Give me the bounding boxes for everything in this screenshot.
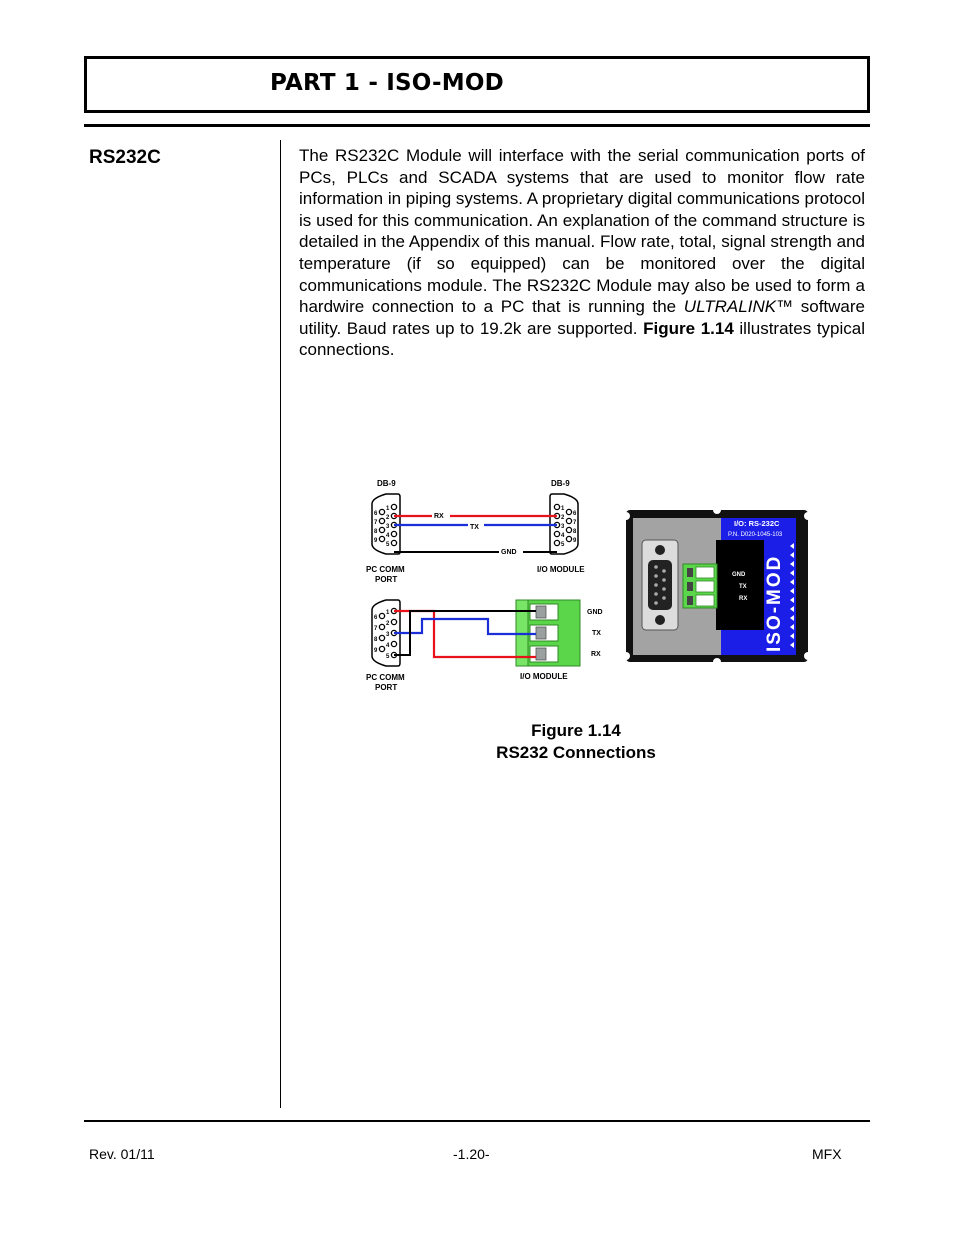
terminal-rx-label: RX: [591, 651, 601, 658]
db9-label-right: DB-9: [551, 479, 570, 488]
io-module-label-top: I/O MODULE: [537, 565, 585, 574]
pin-label: 8: [374, 637, 378, 643]
module-gnd-label: GND: [732, 572, 746, 578]
figure-number: Figure 1.14: [531, 721, 621, 740]
pin-label: 3: [386, 524, 390, 530]
module-rx-label: RX: [739, 596, 748, 602]
pin-label: 8: [573, 529, 577, 535]
top-rule: [84, 124, 870, 127]
pin-label: 1: [561, 506, 565, 512]
module-title: I/O: RS-232C: [734, 519, 780, 528]
footer-product: MFX: [812, 1146, 842, 1162]
terminal-block: [516, 600, 603, 681]
pin-label: 1: [386, 610, 390, 616]
db9-connector-module-top: [537, 479, 585, 574]
pin-label: 8: [374, 529, 378, 535]
pin-label: 7: [374, 626, 378, 632]
pin-label: 2: [386, 515, 390, 521]
pc-comm-label-bottom: PC COMM: [366, 673, 405, 682]
section-heading: RS232C: [89, 147, 161, 168]
module-tx-label: TX: [739, 584, 747, 590]
port-label-bottom: PORT: [375, 683, 398, 692]
figure-title: RS232 Connections: [496, 742, 656, 762]
pin-label: 3: [386, 632, 390, 638]
rs232-connection-diagram: [360, 474, 810, 698]
pin-label: 4: [386, 533, 390, 539]
top-wires: [394, 510, 557, 556]
pin-label: 2: [386, 621, 390, 627]
pin-label: 5: [561, 542, 565, 548]
pin-label: 5: [386, 654, 390, 660]
paragraph-text-2: ™ software utility. Baud rates up to 19.2k are supported.: [299, 297, 865, 338]
figure-caption: [476, 720, 676, 763]
body-paragraph: [299, 145, 865, 361]
footer-revision: Rev. 01/11: [89, 1146, 155, 1162]
figure-reference: Figure 1.14: [643, 318, 734, 338]
module-part-number: P.N. D020-1045-103: [728, 532, 783, 538]
terminal-gnd-label: GND: [587, 609, 603, 616]
pin-label: 1: [386, 506, 390, 512]
pin-label: 5: [386, 542, 390, 548]
pin-label: 9: [573, 538, 577, 544]
footer-page-number: -1.20-: [453, 1146, 490, 1162]
paragraph-italic: ULTRALINK: [683, 297, 777, 317]
gnd-wire-label: GND: [501, 549, 517, 556]
column-divider: [280, 140, 281, 1108]
pin-label: 7: [374, 520, 378, 526]
pin-label: 3: [561, 524, 565, 530]
pin-label: 7: [573, 520, 577, 526]
paragraph-text-1: The RS232C Module will interface with the serial communication ports of PCs, PLCs and SCADA systems that are used to monitor flow rate information in piping systems. A proprietary digital communications protocol is used for this communication. An explanation of the command structure is detailed in the Appendix of this manual. Flow rate, total, signal strength and temperature (if so equipped) can be monitored over the digital communications module. The RS232C Module may also be used to form a hardwire connection to a PC that is running the: [299, 146, 865, 317]
tx-wire-bottom: [394, 619, 536, 634]
tx-wire-label: TX: [470, 524, 479, 531]
pc-comm-label: PC COMM: [366, 565, 405, 574]
bottom-wires: [394, 611, 536, 657]
db9-label-left: DB-9: [377, 479, 396, 488]
pin-label: 2: [561, 515, 565, 521]
db9-connector-pc-bottom: [366, 600, 405, 692]
pin-label: 9: [374, 648, 378, 654]
pin-label: 6: [374, 615, 378, 621]
iso-mod-module: [622, 506, 810, 666]
rx-wire-label: RX: [434, 513, 444, 520]
pin-label: 6: [374, 511, 378, 517]
db9-connector-pc-top: [366, 479, 405, 584]
module-brand: ISO-MOD: [764, 554, 785, 652]
io-module-label-bottom: I/O MODULE: [520, 672, 568, 681]
bottom-rule: [84, 1120, 870, 1122]
terminal-tx-label: TX: [592, 630, 601, 637]
pin-label: 4: [386, 643, 390, 649]
pin-label: 4: [561, 533, 565, 539]
pin-label: 6: [573, 511, 577, 517]
pin-label: 9: [374, 538, 378, 544]
paragraph-text-3: illustrates typical connections.: [299, 318, 866, 360]
page-title: PART 1 - ISO-MOD: [270, 70, 504, 96]
port-label: PORT: [375, 575, 398, 584]
